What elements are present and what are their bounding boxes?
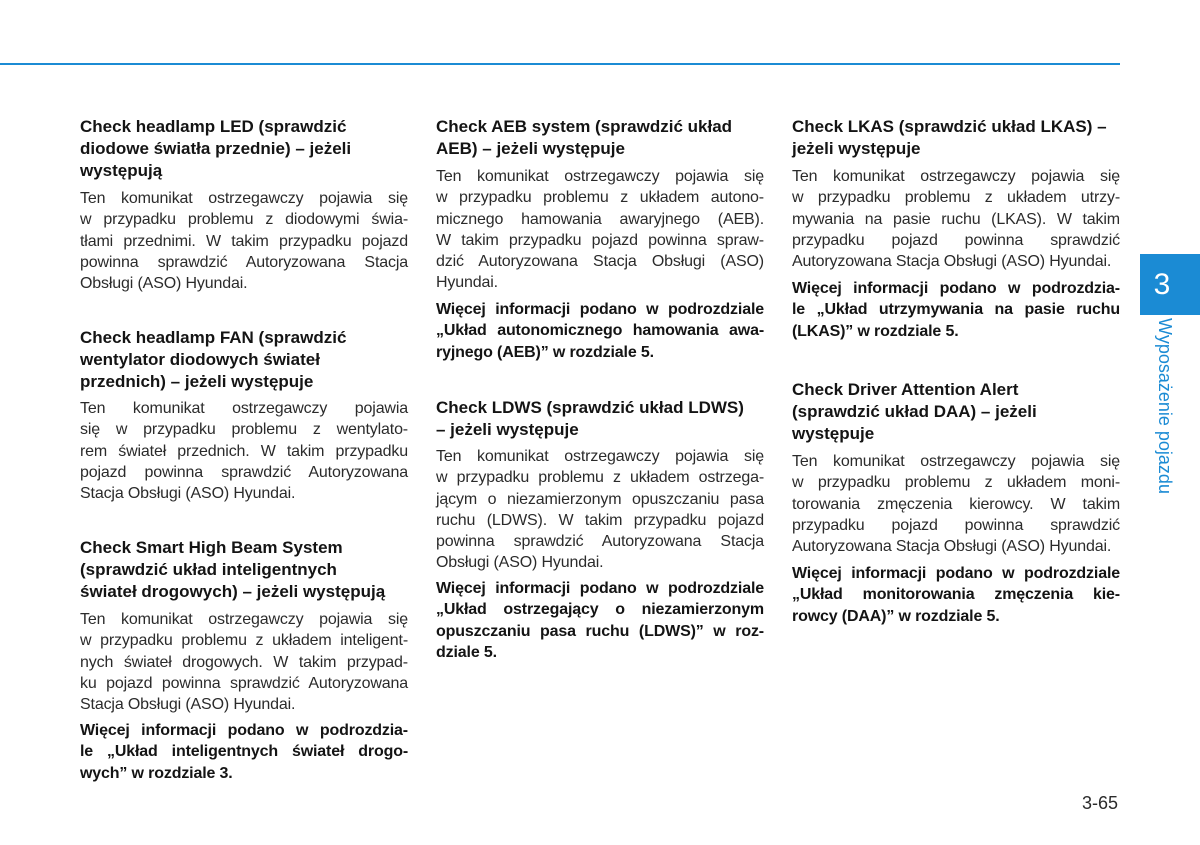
body-line: przypadku pojazd powinna sprawdzić — [792, 516, 1120, 534]
body-line: się w przypadku problemu z wentylato- — [80, 421, 408, 439]
heading-line: diodowe światła przednie) – jeżeli — [80, 139, 352, 158]
section-heading — [80, 537, 408, 603]
note-line: „Układ autonomicznego hamowania awa- — [436, 322, 764, 340]
section-note — [436, 299, 764, 363]
body-line: przypadku pojazd powinna sprawdzić — [792, 231, 1120, 249]
note-line: le „Układ inteligentnych świateł drogo- — [80, 743, 408, 761]
note-line: Więcej informacji podano w podrozdziale — [792, 565, 1120, 582]
body-line: w przypadku problemu z układem ostrzega- — [436, 469, 764, 487]
section-heading — [792, 379, 1120, 445]
note-line: le „Układ utrzymywania na pasie ruchu — [792, 301, 1120, 319]
body-line: Hyundai. — [436, 274, 498, 292]
body-line: Ten komunikat ostrzegawczy pojawia się — [80, 190, 408, 207]
body-line: Stacja Obsługi (ASO) Hyundai. — [80, 485, 296, 503]
body-line: w przypadku problemu z układem moni- — [792, 474, 1120, 492]
body-line: w przypadku problemu z układem utrzy- — [792, 189, 1120, 207]
note-line: Więcej informacji podano w podrozdziale — [436, 580, 764, 597]
section-note — [436, 578, 764, 663]
chapter-tab — [1140, 254, 1200, 315]
chapter-title: Wyposażenie pojazdu — [1155, 318, 1175, 494]
note-line: opuszczaniu pasa ruchu (LDWS)” w roz- — [436, 622, 764, 640]
body-line: rem świateł przednich. W takim przypadku — [80, 442, 408, 460]
body-line: micznego hamowania awaryjnego (AEB). — [436, 210, 764, 228]
heading-line: występują — [80, 161, 163, 180]
heading-line: (sprawdzić układ DAA) – jeżeli — [792, 402, 1037, 421]
note-line: Więcej informacji podano w podrozdzia- — [792, 280, 1120, 297]
body-line: tłami przednimi. W takim przypadku pojazd — [80, 232, 408, 250]
section-body — [80, 398, 408, 504]
section-body — [436, 166, 764, 294]
body-line: Ten komunikat ostrzegawczy pojawia — [80, 400, 408, 417]
chapter-number: 3 — [1153, 268, 1171, 301]
body-line: Autoryzowana Stacja Obsługi (ASO) Hyundai. — [792, 538, 1112, 556]
heading-line: AEB) – jeżeli występuje — [436, 139, 625, 158]
section-body — [80, 609, 408, 715]
body-line: jącym o niezamierzonym opuszczaniu pasa — [436, 490, 764, 508]
body-line: Obsługi (ASO) Hyundai. — [80, 275, 248, 293]
heading-line: występuje — [792, 424, 875, 443]
body-line: torowania zmęczenia kierowcy. W takim — [792, 495, 1120, 513]
note-line: Więcej informacji podano w podrozdzia- — [80, 722, 408, 739]
section-note — [792, 278, 1120, 342]
section-heading — [80, 116, 408, 182]
body-line: Autoryzowana Stacja Obsługi (ASO) Hyundai. — [792, 253, 1112, 271]
body-line: W takim przypadku pojazd powinna spraw- — [436, 231, 764, 249]
column-2 — [436, 0, 764, 845]
section-body — [792, 166, 1120, 272]
heading-line: Check headlamp FAN (sprawdzić — [80, 328, 347, 347]
heading-line: (sprawdzić układ inteligentnych — [80, 560, 337, 579]
column-3 — [792, 0, 1120, 845]
note-line: „Układ monitorowania zmęczenia kie- — [792, 586, 1120, 604]
heading-line: Check LDWS (sprawdzić układ LDWS) — [436, 398, 744, 417]
heading-line: świateł drogowych) – jeżeli występują — [80, 582, 386, 601]
heading-line: Check headlamp LED (sprawdzić — [80, 117, 347, 136]
body-line: Ten komunikat ostrzegawczy pojawia się — [436, 168, 764, 185]
note-line: (LKAS)” w rozdziale 5. — [792, 322, 959, 340]
section-heading — [436, 397, 764, 441]
body-line: dzić Autoryzowana Stacja Obsługi (ASO) — [436, 253, 764, 271]
body-line: powinna sprawdzić Autoryzowana Stacja — [436, 533, 764, 551]
note-line: Więcej informacji podano w podrozdziale — [436, 301, 764, 318]
note-line: ryjnego (AEB)” w rozdziale 5. — [436, 343, 654, 361]
section-heading — [436, 116, 764, 160]
heading-line: wentylator diodowych świateł — [80, 350, 320, 369]
section-body — [792, 451, 1120, 557]
note-line: rowcy (DAA)” w rozdziale 5. — [792, 607, 1000, 625]
heading-line: – jeżeli występuje — [436, 420, 579, 439]
heading-line: Check Driver Attention Alert — [792, 380, 1019, 399]
heading-line: Check LKAS (sprawdzić układ LKAS) – — [792, 117, 1107, 136]
note-line: wych” w rozdziale 3. — [80, 764, 233, 782]
body-line: Obsługi (ASO) Hyundai. — [436, 554, 604, 572]
body-line: Ten komunikat ostrzegawczy pojawia się — [792, 168, 1120, 185]
body-line: powinna sprawdzić Autoryzowana Stacja — [80, 253, 408, 271]
body-line: w przypadku problemu z układem inteligent- — [80, 632, 408, 650]
body-line: Stacja Obsługi (ASO) Hyundai. — [80, 696, 296, 714]
body-line: Ten komunikat ostrzegawczy pojawia się — [80, 611, 408, 628]
section-body — [436, 446, 764, 574]
section-heading — [792, 116, 1120, 160]
section-body — [80, 188, 408, 294]
heading-line: Check Smart High Beam System — [80, 538, 343, 557]
body-line: nych świateł drogowych. W takim przypad- — [80, 653, 408, 671]
body-line: w przypadku problemu z diodowymi świa- — [80, 211, 408, 229]
body-line: pojazd powinna sprawdzić Autoryzowana — [80, 463, 408, 481]
body-line: mywania na pasie ruchu (LKAS). W takim — [792, 210, 1120, 228]
heading-line: Check AEB system (sprawdzić układ — [436, 117, 733, 136]
body-line: w przypadku problemu z układem autono- — [436, 189, 764, 207]
section-note — [80, 720, 408, 784]
section-heading — [80, 327, 408, 393]
body-line: ku pojazd powinna sprawdzić Autoryzowana — [80, 674, 408, 692]
heading-line: jeżeli występuje — [792, 139, 921, 158]
body-line: Ten komunikat ostrzegawczy pojawia się — [436, 448, 764, 465]
heading-line: przednich) – jeżeli występuje — [80, 372, 314, 391]
column-1 — [80, 0, 408, 845]
note-line: dziale 5. — [436, 643, 497, 661]
section-note — [792, 563, 1120, 627]
body-line: Ten komunikat ostrzegawczy pojawia się — [792, 453, 1120, 470]
note-line: „Układ ostrzegający o niezamierzonym — [436, 601, 764, 619]
body-line: ruchu (LDWS). W takim przypadku pojazd — [436, 511, 764, 529]
page-number: 3-65 — [1081, 793, 1118, 813]
